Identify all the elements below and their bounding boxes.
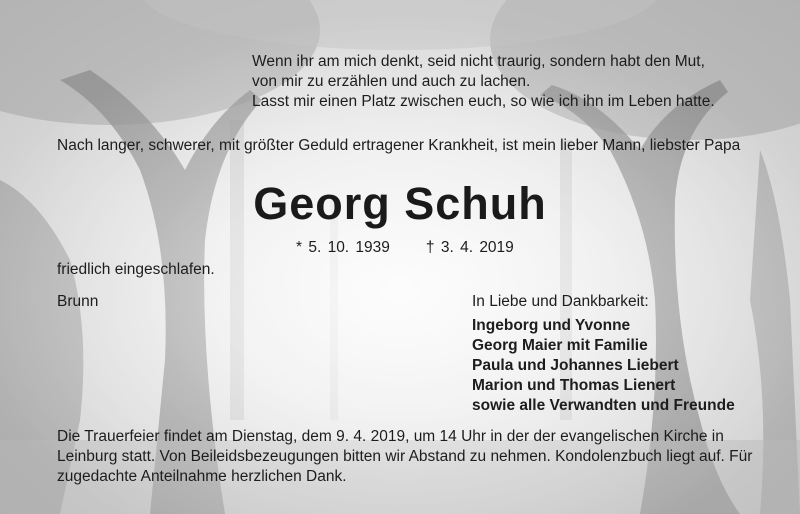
life-dates [296,238,514,258]
mourner: Ingeborg und Yvonne [472,317,631,334]
mourner: Georg Maier mit Familie [472,337,648,354]
poem-line: Wenn ihr am mich denkt, seid nicht traurig, sondern habt den Mut, [252,53,705,70]
funeral-info: Die Trauerfeier findet am Dienstag, dem 9. 4. 2019, um 14 Uhr in der der evangelischen Kirche in Leinburg statt. Von Beileidsbezeugungen bitten wir Abstand zu nehmen. Kondolenzbuch liegt auf. Für zugedachte Anteilnahme herzlichen Dank. [57,428,753,485]
birth-date: * 5. 10. 1939 [296,239,390,256]
death-date: † 3. 4. 2019 [425,239,514,256]
poem [252,52,715,112]
mourner: sowie alle Verwandten und Freunde [472,397,735,414]
intro-text: Nach langer, schwerer, mit größter Geduld ertragener Krankheit, ist mein lieber Mann, liebster Papa [57,137,741,154]
mourner: Marion und Thomas Lienert [472,377,676,394]
thanks-heading: In Liebe und Dankbarkeit: [472,293,649,310]
mourners-list [472,316,735,416]
passed-text: friedlich eingeschlafen. [57,261,215,278]
deceased-name: Georg Schuh [253,178,547,229]
poem-line: Lasst mir einen Platz zwischen euch, so wie ich ihn im Leben hatte. [252,93,715,110]
poem-line: von mir zu erzählen und auch zu lachen. [252,73,531,90]
mourner: Paula und Johannes Liebert [472,357,679,374]
place-name: Brunn [57,293,99,310]
